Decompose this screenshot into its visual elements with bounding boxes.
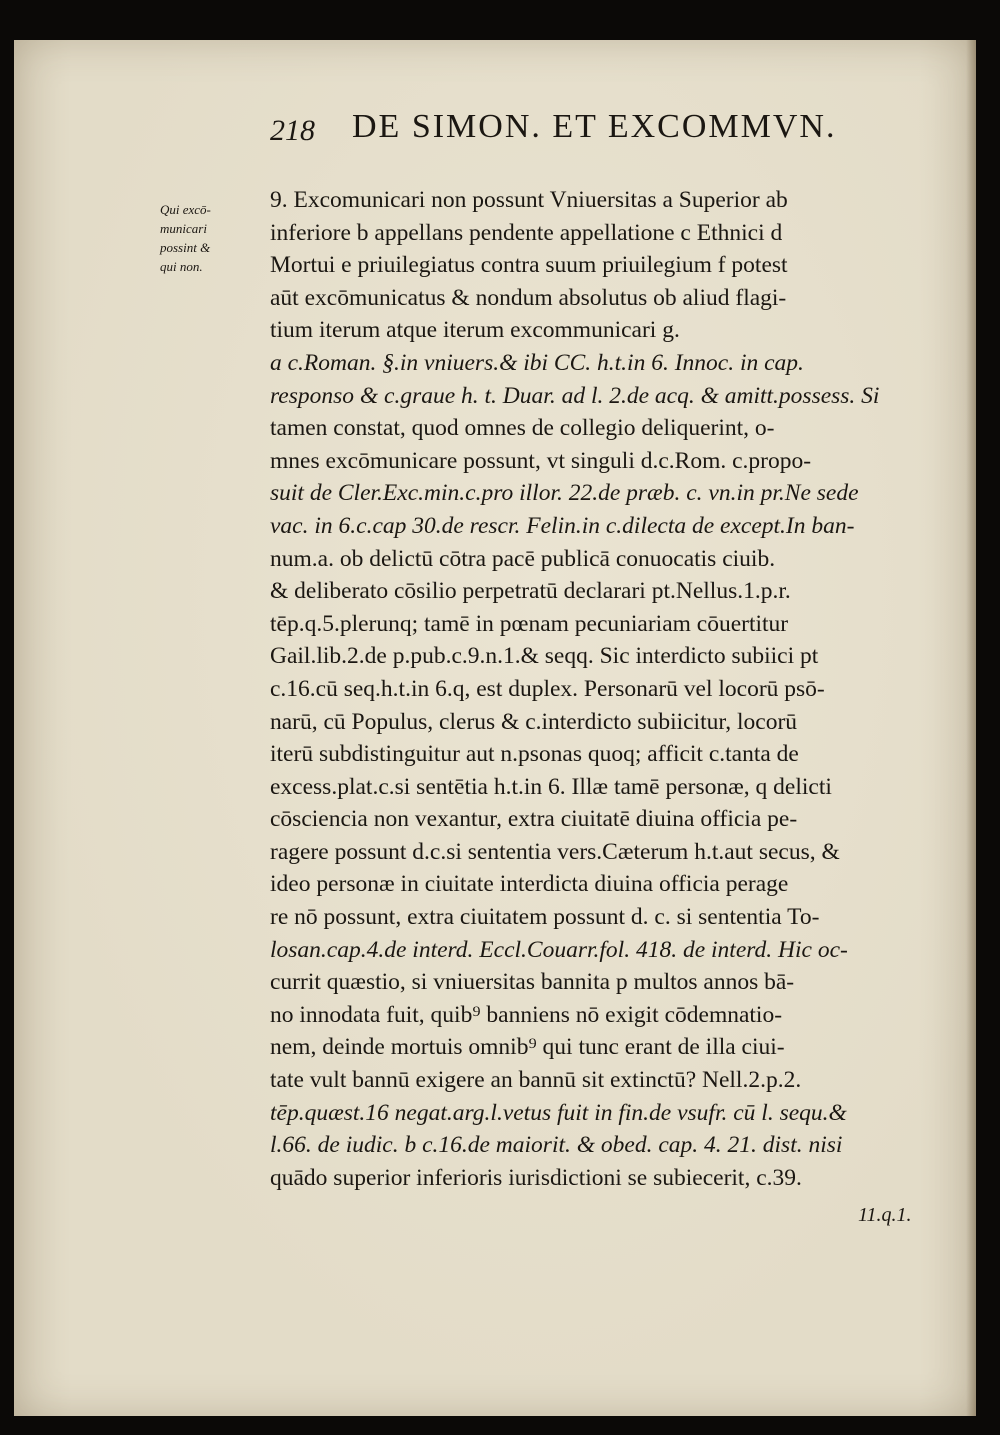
text-line: tium iterum atque iterum excommunicari g. <box>270 317 680 344</box>
text-line: no innodata fuit, quib⁹ banniens nō exigit cōdemnatio- <box>270 1001 783 1028</box>
running-head: DE SIMON. ET EXCOMMVN. <box>352 108 837 145</box>
page-header <box>270 108 890 158</box>
text-line: ideo personæ in ciuitate interdicta diuina officia perage <box>270 871 789 898</box>
text-line: currit quæstio, si vniuersitas bannita p multos annos bā- <box>270 969 795 996</box>
margin-note-line: possint & <box>160 240 211 255</box>
text-line: tate vult bannū exigere an bannū sit extinctū? Nell.2.p.2. <box>270 1067 802 1094</box>
body-text <box>270 184 938 1194</box>
text-line: excess.plat.c.si sentētia h.t.in 6. Illæ tamē personæ, q delicti <box>270 773 832 800</box>
text-line: Gail.lib.2.de p.pub.c.9.n.1.& seqq. Sic interdicto subiici pt <box>270 643 819 670</box>
text-line: num.a. ob delictū cōtra pacē publicā conuocatis ciuib. <box>270 545 776 572</box>
text-line: quādo superior inferioris iurisdictioni se subiecerit, c.39. <box>270 1164 802 1191</box>
text-line: aūt excōmunicatus & nondum absolutus ob aliud flagi- <box>270 284 787 311</box>
text-line: narū, cū Populus, clerus & c.interdicto subiicitur, locorū <box>270 708 798 735</box>
margin-note <box>160 200 260 276</box>
text-line: tēp.q.5.plerunq; tamē in pœnam pecuniariam cōuertitur <box>270 610 789 637</box>
text-line: vac. in 6.c.cap 30.de rescr. Felin.in c.dilecta de except.In ban- <box>270 512 855 539</box>
text-line: responso & c.graue h. t. Duar. ad l. 2.de acq. & amitt.possess. Si <box>270 382 880 409</box>
text-line: nem, deinde mortuis omnib⁹ qui tunc erant de illa ciui- <box>270 1034 785 1061</box>
text-line: ragere possunt d.c.si sententia vers.Cæterum h.t.aut secus, & <box>270 838 840 865</box>
text-line: mnes excōmunicare possunt, vt singuli d.c.Rom. c.propo- <box>270 447 812 474</box>
text-line: inferiore b appellans pendente appellatione c Ethnici d <box>270 219 783 246</box>
margin-note-line: municari <box>160 221 207 236</box>
text-line: tēp.quæst.16 negat.arg.l.vetus fuit in fin.de vsufr. cū l. sequ.& <box>270 1099 847 1126</box>
margin-note-line: Qui excō- <box>160 202 211 217</box>
text-line: & deliberato cōsilio perpetratū declarari pt.Nellus.1.p.r. <box>270 578 791 605</box>
catchword: 11.q.1. <box>858 1204 912 1226</box>
text-line: Mortui e priuilegiatus contra suum priuilegium f potest <box>270 252 788 279</box>
text-line: l.66. de iudic. b c.16.de maiorit. & obed. cap. 4. 21. dist. nisi <box>270 1132 843 1159</box>
text-line: c.16.cū seq.h.t.in 6.q, est duplex. Personarū vel locorū psō- <box>270 675 825 702</box>
text-line: iterū subdistinguitur aut n.psonas quoq; afficit c.tanta de <box>270 741 799 768</box>
text-line: cōsciencia non vexantur, extra ciuitatē diuina officia pe- <box>270 806 798 833</box>
page-edge-shadow <box>966 40 976 1416</box>
text-line: tamen constat, quod omnes de collegio deliquerint, o- <box>270 415 775 442</box>
text-line: 9. Excomunicari non possunt Vniuersitas a Superior ab <box>270 187 788 213</box>
page-number: 218 <box>270 114 315 147</box>
text-line: re nō possunt, extra ciuitatem possunt d. c. si sententia To- <box>270 904 820 931</box>
text-line: a c.Roman. §.in vniuers.& ibi CC. h.t.in 6. Innoc. in cap. <box>270 349 804 376</box>
margin-note-line: qui non. <box>160 259 203 274</box>
text-line: losan.cap.4.de interd. Eccl.Couarr.fol. 418. de interd. Hic oc- <box>270 936 848 963</box>
text-line: suit de Cler.Exc.min.c.pro illor. 22.de præb. c. vn.in pr.Ne sede <box>270 480 859 507</box>
